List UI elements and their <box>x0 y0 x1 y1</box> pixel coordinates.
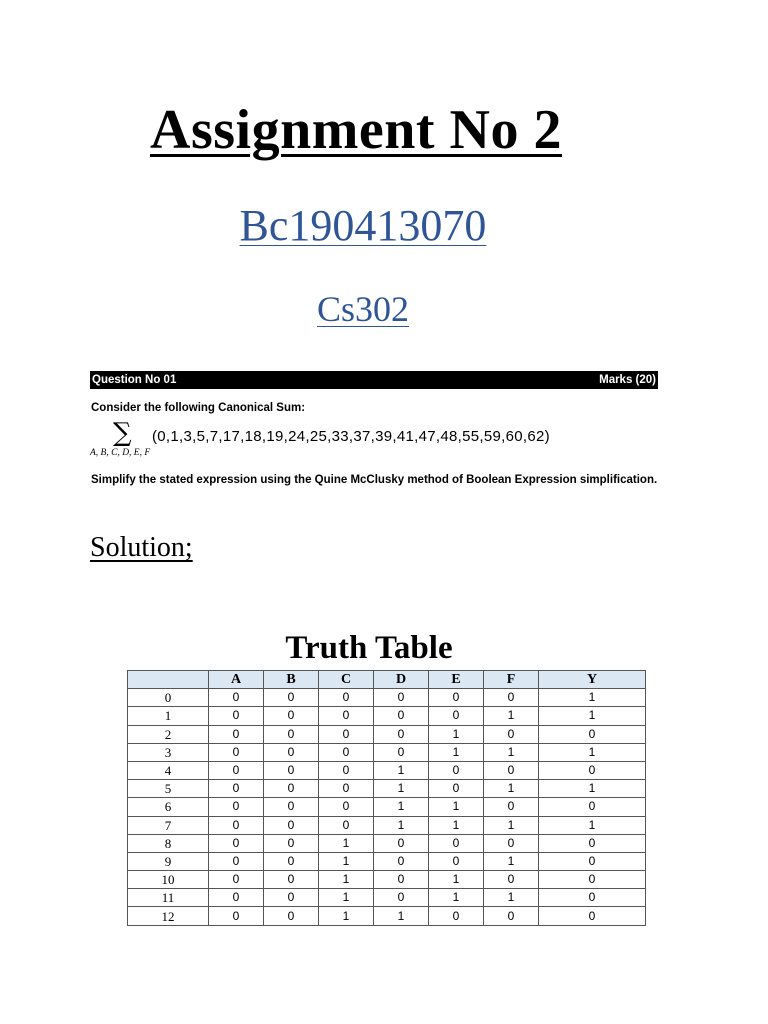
row-index-cell: 6 <box>128 798 209 816</box>
table-cell: 0 <box>429 761 484 779</box>
table-cell: 0 <box>539 761 646 779</box>
truth-table-title <box>0 630 768 667</box>
table-cell: 0 <box>264 798 319 816</box>
truth-table-body <box>128 689 646 925</box>
course-code: Cs302 <box>316 289 410 329</box>
table-cell: 0 <box>319 761 374 779</box>
table-cell: 0 <box>374 834 429 852</box>
table-cell: 0 <box>209 907 264 925</box>
row-index-cell: 4 <box>128 761 209 779</box>
table-cell: 0 <box>374 852 429 870</box>
table-cell: 0 <box>264 816 319 834</box>
question-instruction: Simplify the stated expression using the Quine McClusky method of Boolean Expression simplification. <box>91 474 658 486</box>
table-cell: 1 <box>484 889 539 907</box>
truth-table-title-text: Truth Table <box>285 630 453 666</box>
table-row <box>128 743 646 761</box>
table-cell: 0 <box>209 707 264 725</box>
table-cell: 0 <box>539 907 646 925</box>
table-cell: 0 <box>319 816 374 834</box>
table-cell: 0 <box>264 889 319 907</box>
table-cell: 1 <box>319 834 374 852</box>
table-cell: 0 <box>209 871 264 889</box>
table-cell: 1 <box>429 798 484 816</box>
table-cell: 1 <box>374 798 429 816</box>
table-cell: 1 <box>484 816 539 834</box>
table-cell: 1 <box>539 707 646 725</box>
table-row <box>128 780 646 798</box>
table-cell: 0 <box>319 743 374 761</box>
table-row <box>128 725 646 743</box>
table-cell: 0 <box>264 871 319 889</box>
table-cell: 0 <box>264 780 319 798</box>
table-cell: 0 <box>209 725 264 743</box>
row-index-cell: 12 <box>128 907 209 925</box>
table-row <box>128 834 646 852</box>
table-cell: 0 <box>374 689 429 707</box>
table-cell: 0 <box>539 852 646 870</box>
row-index-cell: 10 <box>128 871 209 889</box>
table-cell: 0 <box>539 725 646 743</box>
table-cell: 0 <box>319 707 374 725</box>
table-cell: 1 <box>539 816 646 834</box>
table-cell: 0 <box>209 889 264 907</box>
table-cell: 0 <box>264 834 319 852</box>
table-cell: 1 <box>484 707 539 725</box>
table-cell: 0 <box>374 743 429 761</box>
table-cell: 1 <box>319 907 374 925</box>
table-cell: 0 <box>209 761 264 779</box>
table-cell: 0 <box>264 725 319 743</box>
row-index-cell: 5 <box>128 780 209 798</box>
row-index-cell: 9 <box>128 852 209 870</box>
header-cell: C <box>319 671 374 689</box>
table-cell: 0 <box>539 798 646 816</box>
table-cell: 0 <box>429 852 484 870</box>
table-cell: 0 <box>484 761 539 779</box>
table-row <box>128 707 646 725</box>
question-header-bar <box>90 371 658 389</box>
table-cell: 0 <box>319 798 374 816</box>
table-cell: 1 <box>429 743 484 761</box>
table-cell: 0 <box>484 834 539 852</box>
sigma-symbol: ∑ <box>113 418 132 448</box>
table-cell: 1 <box>429 816 484 834</box>
table-cell: 1 <box>319 889 374 907</box>
table-cell: 0 <box>539 871 646 889</box>
question-label: Question No 01 <box>92 374 177 386</box>
table-cell: 1 <box>374 761 429 779</box>
table-cell: 0 <box>264 761 319 779</box>
table-cell: 0 <box>319 725 374 743</box>
header-cell: D <box>374 671 429 689</box>
table-row <box>128 889 646 907</box>
table-cell: 0 <box>209 689 264 707</box>
table-cell: 0 <box>264 707 319 725</box>
table-row <box>128 761 646 779</box>
table-cell: 0 <box>209 834 264 852</box>
header-cell: A <box>209 671 264 689</box>
table-cell: 0 <box>209 798 264 816</box>
solution-heading: Solution; <box>90 532 193 563</box>
table-cell: 0 <box>484 907 539 925</box>
row-index-cell: 0 <box>128 689 209 707</box>
row-index-cell: 1 <box>128 707 209 725</box>
question-marks: Marks (20) <box>599 374 656 386</box>
table-cell: 0 <box>484 871 539 889</box>
truth-table <box>127 670 646 926</box>
truth-table-header-row <box>128 671 646 689</box>
table-cell: 1 <box>484 743 539 761</box>
table-cell: 0 <box>429 707 484 725</box>
table-cell: 0 <box>209 780 264 798</box>
table-cell: 0 <box>264 689 319 707</box>
table-cell: 0 <box>319 689 374 707</box>
table-cell: 0 <box>374 707 429 725</box>
table-row <box>128 689 646 707</box>
table-cell: 0 <box>209 852 264 870</box>
header-cell: Y <box>539 671 646 689</box>
header-cell: B <box>264 671 319 689</box>
table-cell: 0 <box>374 889 429 907</box>
question-prompt: Consider the following Canonical Sum: <box>91 402 306 414</box>
table-cell: 0 <box>264 907 319 925</box>
table-cell: 0 <box>484 725 539 743</box>
table-row <box>128 907 646 925</box>
table-cell: 0 <box>209 743 264 761</box>
table-cell: 0 <box>539 834 646 852</box>
table-cell: 0 <box>264 852 319 870</box>
table-cell: 0 <box>429 689 484 707</box>
row-index-cell: 11 <box>128 889 209 907</box>
table-cell: 1 <box>484 852 539 870</box>
header-cell <box>128 671 209 689</box>
table-cell: 0 <box>319 780 374 798</box>
table-cell: 0 <box>484 798 539 816</box>
table-cell: 0 <box>209 816 264 834</box>
table-cell: 1 <box>374 907 429 925</box>
table-cell: 1 <box>429 871 484 889</box>
table-row <box>128 816 646 834</box>
table-cell: 1 <box>539 689 646 707</box>
table-cell: 0 <box>264 743 319 761</box>
header-cell: F <box>484 671 539 689</box>
row-index-cell: 3 <box>128 743 209 761</box>
minterm-list: (0,1,3,5,7,17,18,19,24,25,33,37,39,41,47,48,55,59,60,62) <box>152 428 550 445</box>
table-cell: 0 <box>539 889 646 907</box>
table-cell: 0 <box>429 907 484 925</box>
table-cell: 0 <box>374 725 429 743</box>
table-cell: 1 <box>319 871 374 889</box>
sigma-variables: A, B, C, D, E, F <box>90 448 151 458</box>
table-cell: 0 <box>429 780 484 798</box>
document-title: Assignment No 2 <box>150 99 562 161</box>
table-row <box>128 798 646 816</box>
row-index-cell: 2 <box>128 725 209 743</box>
table-cell: 1 <box>484 780 539 798</box>
row-index-cell: 8 <box>128 834 209 852</box>
table-cell: 0 <box>374 871 429 889</box>
table-cell: 1 <box>374 780 429 798</box>
table-row <box>128 871 646 889</box>
table-cell: 0 <box>484 689 539 707</box>
table-cell: 1 <box>539 743 646 761</box>
table-cell: 1 <box>429 725 484 743</box>
student-id: Bc190413070 <box>239 201 487 250</box>
table-cell: 1 <box>429 889 484 907</box>
table-cell: 1 <box>539 780 646 798</box>
header-cell: E <box>429 671 484 689</box>
table-cell: 1 <box>319 852 374 870</box>
table-row <box>128 852 646 870</box>
table-cell: 1 <box>374 816 429 834</box>
row-index-cell: 7 <box>128 816 209 834</box>
table-cell: 0 <box>429 834 484 852</box>
